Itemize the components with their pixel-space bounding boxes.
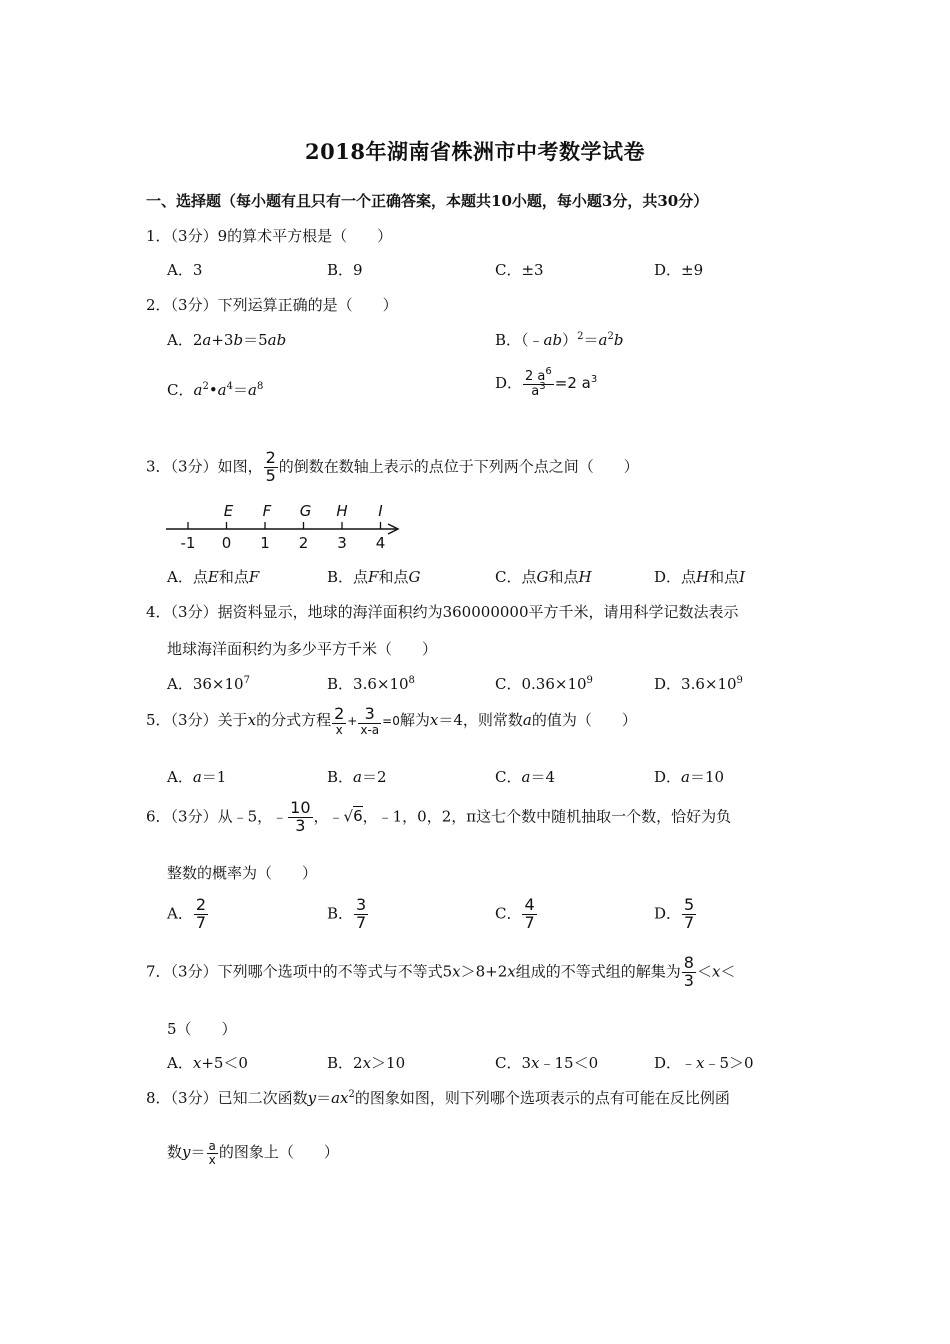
q2-option-a[interactable]: A．2a+3b＝5ab	[167, 331, 287, 349]
q6-option-c[interactable]: C． $\frac{4}{7}$	[495, 895, 535, 932]
q1-option-d[interactable]: D．±9	[654, 261, 704, 279]
sqrt-symbol: √6	[343, 807, 363, 826]
q4-option-b[interactable]: B．$3.6\times 10^8$	[327, 675, 415, 693]
q6-option-b[interactable]: B． $\frac{3}{7}$	[327, 895, 367, 932]
tick-label: 3	[337, 534, 347, 552]
fraction: $\frac{10}{3}$	[290, 798, 311, 835]
tick-label: 1	[260, 534, 270, 552]
q7-option-d[interactable]: D．﹣x﹣5＞0	[654, 1054, 754, 1072]
question-7-line2: 5（ ）	[167, 1020, 237, 1038]
q2-option-c[interactable]: C．$a^2•a^4=a^8$	[167, 381, 264, 399]
q3-option-c[interactable]: C．点G和点H	[495, 568, 592, 586]
q2-option-b[interactable]: B．$(﹣ab)^2=a^2b$	[495, 331, 624, 349]
q3-option-a[interactable]: A．点E和点F	[167, 568, 260, 586]
question-2: 2．（3分）下列运算正确的是（ ）	[146, 296, 398, 314]
point-label: E	[223, 502, 234, 520]
point-label: H	[336, 502, 348, 520]
section-heading: 一、选择题（每小题有且只有一个正确答案，本题共10小题，每小题3分，共30分）	[146, 192, 709, 210]
fraction: $\frac{2}{x}$	[334, 704, 345, 737]
fraction: $\frac{2 a^6}{a^3}$	[525, 366, 552, 399]
q4-option-a[interactable]: A．$36\times 10^7$	[167, 675, 250, 693]
question-4: 4．（3分）据资料显示，地球的海洋面积约为360000000平方千米，请用科学记数法表示	[146, 603, 739, 621]
number-line	[160, 500, 410, 555]
q6-option-d[interactable]: D． $\frac{5}{7}$	[654, 895, 695, 932]
q5-option-c[interactable]: C．a＝4	[495, 768, 555, 786]
q5-option-d[interactable]: D．a＝10	[654, 768, 725, 786]
tick-label: 2	[298, 534, 309, 552]
question-1: 1．（3分）9的算术平方根是（ ）	[146, 227, 393, 245]
question-8-line2: 数y＝ $\frac{a}{x}$ 的图象上（ ）	[167, 1139, 339, 1167]
question-6: 6．（3分）从﹣5，﹣ $\frac{10}{3}$ ，﹣√6，﹣1，0，2，π这七个数中随机抽取一个数，恰好为负	[146, 798, 732, 835]
q5-option-b[interactable]: B．a＝2	[327, 768, 387, 786]
point-label: I	[378, 502, 383, 520]
question-6-line2: 整数的概率为（ ）	[167, 864, 318, 882]
q5-option-a[interactable]: A．a＝1	[167, 768, 227, 786]
q3-option-d[interactable]: D．点H和点I	[654, 568, 746, 586]
q2-option-d[interactable]: D． $\frac{2 a^6}{a^3}$ =2 $a^3$	[495, 366, 598, 399]
q7-option-a[interactable]: A．x+5＜0	[167, 1054, 248, 1072]
fraction: $\frac{8}{3}$	[683, 953, 694, 990]
fraction: $\frac{a}{x}$	[208, 1139, 216, 1167]
tick-label: 4	[375, 534, 386, 552]
q6-option-a[interactable]: A． $\frac{2}{7}$	[167, 895, 207, 932]
point-label: G	[299, 502, 312, 520]
fraction: $\frac{3}{x-a}$	[360, 704, 380, 737]
question-4-line2: 地球海洋面积约为多少平方千米（ ）	[167, 640, 438, 658]
q4-option-d[interactable]: D．$3.6\times 10^9$	[654, 675, 743, 693]
q4-option-c[interactable]: C．$0.36\times 10^9$	[495, 675, 593, 693]
question-8: 8．（3分）已知二次函数$y=ax^2$的图象如图，则下列哪个选项表示的点有可能在反比例函	[146, 1089, 730, 1107]
page-title: 2018年湖南省株洲市中考数学试卷	[305, 139, 645, 164]
fraction: $\frac{2}{5}$	[265, 448, 276, 485]
q7-option-b[interactable]: B．2x＞10	[327, 1054, 406, 1072]
q1-option-c[interactable]: C．±3	[495, 261, 544, 279]
tick-label: 0	[221, 534, 232, 552]
tick-label: -1	[180, 534, 196, 552]
q7-option-c[interactable]: C．3x﹣15＜0	[495, 1054, 599, 1072]
question-3: 3．（3分）如图， $\frac{2}{5}$ 的倒数在数轴上表示的点位于下列两个点之间（ ）	[146, 448, 639, 485]
q3-option-b[interactable]: B．点F和点G	[327, 568, 421, 586]
q1-option-b[interactable]: B．9	[327, 261, 363, 279]
question-7: 7．（3分）下列哪个选项中的不等式与不等式5x＞8+2x组成的不等式组的解集为 $\frac{8}{3}$ ＜x＜	[146, 953, 736, 990]
point-label: F	[262, 502, 272, 520]
question-5: 5．（3分）关于x的分式方程 $\frac{2}{x}$ + $\frac{3}{x-a}$ =0解为x＝4，则常数a的值为（ ）	[146, 704, 637, 737]
q1-option-a[interactable]: A．3	[167, 261, 203, 279]
